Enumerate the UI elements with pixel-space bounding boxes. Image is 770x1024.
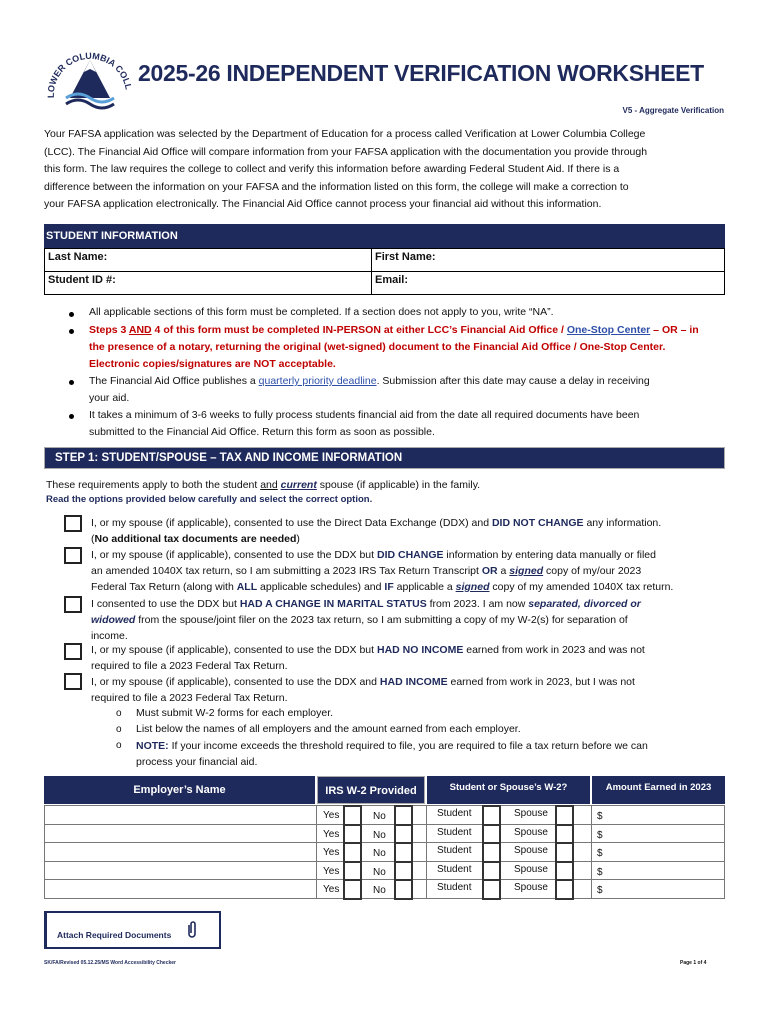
sub-bullet-marker: o — [116, 708, 122, 719]
yes-label: Yes — [323, 847, 340, 858]
w2-provided-cell — [316, 824, 427, 844]
student-info-header: STUDENT INFORMATION — [44, 224, 725, 248]
spouse-label: Spouse — [514, 826, 548, 838]
one-stop-center-link[interactable]: One-Stop Center — [566, 324, 651, 336]
student-id-label: Student ID #: — [48, 274, 116, 286]
spouse-label: Spouse — [514, 845, 548, 856]
no-checkbox[interactable] — [394, 805, 413, 826]
sub-bullet-marker: o — [116, 724, 122, 735]
bullet-4: It takes a minimum of 3-6 weeks to fully process students financial aid from the date all required documents have been submitted to the Financial Aid Office. Return this form as soon as possible. — [89, 409, 640, 438]
option-2-text: I, or my spouse (if applicable), consented to use the DDX but DID CHANGE information by entering data manually or filed an amended 1040X tax return, so I am submitting a 2023 IRS Tax Return Transcript OR a signed copy of my/our 2023 Federal Tax Return (along with ALL applicable schedules) and IF applicable a signed copy of my amended 1040X tax return. — [91, 549, 674, 593]
read-options-text: Read the options provided below carefully and select the correct option. — [46, 494, 373, 505]
bullet-2: Steps 3 AND 4 of this form must be completed IN-PERSON at either LCC’s Financial Aid Office / One-Stop Center – OR – in the presence of a notary, returning the original (wet-signed) document to the Financial Aid Office / One-Stop Center. Electronic copies/signatures are NOT acceptable. — [89, 324, 699, 370]
student-id-field[interactable] — [44, 271, 372, 295]
dollar-sign: $ — [597, 866, 603, 878]
logo-text: LOWER COLUMBIA COLL — [45, 50, 134, 99]
option-4-checkbox[interactable] — [64, 643, 82, 660]
whose-w2-cell — [426, 861, 592, 881]
employer-name-cell[interactable] — [44, 805, 317, 825]
footer-revision: SK/FA/Revised 05.12.25/MS Word Accessibility Checker — [44, 960, 177, 966]
sub-bullet-3: NOTE: If your income exceeds the threshold required to file, you are required to file a tax return before we can process your financial aid. — [136, 740, 648, 768]
no-label: No — [373, 811, 386, 822]
student-checkbox[interactable] — [482, 861, 501, 882]
college-logo — [40, 40, 136, 112]
whose-w2-cell — [426, 842, 592, 862]
page-number: Page 1 of 4 — [680, 960, 707, 966]
no-checkbox[interactable] — [394, 842, 413, 863]
no-label: No — [373, 885, 386, 896]
email-field[interactable] — [371, 271, 725, 295]
bullet-dot — [69, 329, 74, 334]
paperclip-icon — [185, 921, 199, 944]
dollar-sign: $ — [597, 848, 603, 859]
yes-label: Yes — [323, 828, 340, 840]
last-name-field[interactable] — [44, 248, 372, 272]
student-label: Student — [437, 863, 472, 875]
yes-checkbox[interactable] — [343, 879, 362, 900]
student-checkbox[interactable] — [482, 879, 501, 900]
version-label: V5 - Aggregate Verification — [622, 106, 724, 115]
whose-w2-cell — [426, 805, 592, 825]
yes-label: Yes — [323, 865, 340, 877]
sub-bullet-marker: o — [116, 740, 122, 751]
yes-checkbox[interactable] — [343, 805, 362, 826]
email-label: Email: — [375, 274, 409, 286]
employer-name-cell[interactable] — [44, 824, 317, 844]
yes-checkbox[interactable] — [343, 824, 362, 845]
w2-provided-cell — [316, 805, 427, 825]
student-checkbox[interactable] — [482, 842, 501, 863]
yes-checkbox[interactable] — [343, 842, 362, 863]
amount-cell[interactable] — [591, 842, 725, 862]
sub-bullet-1: Must submit W-2 forms for each employer. — [136, 707, 334, 719]
no-checkbox[interactable] — [394, 824, 413, 845]
attach-documents-button[interactable] — [44, 911, 221, 949]
page-title: 2025-26 INDEPENDENT VERIFICATION WORKSHEET — [138, 60, 704, 86]
amount-cell[interactable] — [591, 824, 725, 844]
option-5-text: I, or my spouse (if applicable), consented to use the DDX and HAD INCOME earned from work in 2023, but I was not required to file a 2023 Federal Tax Return. — [91, 676, 635, 704]
amount-cell[interactable] — [591, 861, 725, 881]
bullet-dot — [69, 414, 74, 419]
student-label: Student — [437, 826, 472, 838]
last-name-label: Last Name: — [48, 251, 108, 263]
student-checkbox[interactable] — [482, 805, 501, 826]
option-3-checkbox[interactable] — [64, 596, 82, 613]
bullet-dot — [69, 380, 74, 385]
no-checkbox[interactable] — [394, 861, 413, 882]
amount-cell[interactable] — [591, 879, 725, 899]
yes-checkbox[interactable] — [343, 861, 362, 882]
student-label: Student — [437, 808, 472, 819]
dollar-sign: $ — [597, 885, 603, 896]
no-checkbox[interactable] — [394, 879, 413, 900]
option-1-text: I, or my spouse (if applicable), consented to use the Direct Data Exchange (DDX) and DID NOT CHANGE any information. (No additional tax documents are needed) — [91, 517, 662, 545]
amount-header: Amount Earned in 2023 — [592, 776, 725, 804]
spouse-label: Spouse — [514, 808, 548, 819]
attach-label: Attach Required Documents — [57, 930, 172, 940]
dollar-sign: $ — [597, 811, 603, 822]
student-label: Student — [437, 882, 472, 893]
option-1-checkbox[interactable] — [64, 515, 82, 532]
option-3-text: I consented to use the DDX but HAD A CHANGE IN MARITAL STATUS from 2023. I am now separated, divorced or widowed from the spouse/joint filer on the 2023 tax return, so I am submitting a copy of my W-2(s) for separation of income. — [91, 598, 641, 642]
bullet-3: The Financial Aid Office publishes a quarterly priority deadline. Submission after this date may cause a delay in receiving your aid. — [89, 375, 650, 404]
whose-w2-cell — [426, 879, 592, 899]
employer-name-cell[interactable] — [44, 861, 317, 881]
yes-label: Yes — [323, 884, 340, 895]
spouse-checkbox[interactable] — [555, 861, 574, 882]
no-label: No — [373, 848, 386, 859]
bullet-1: All applicable sections of this form must be completed. If a section does not apply to you, write “NA”. — [89, 306, 554, 318]
first-name-label: First Name: — [375, 251, 436, 263]
w2-provided-cell — [316, 842, 427, 862]
employer-name-cell[interactable] — [44, 842, 317, 862]
employer-name-header: Employer’s Name — [44, 776, 315, 804]
intro-paragraph: Your FAFSA application was selected by the Department of Education for a process called Verification at Lower Columbia College (LCC). The Financial Aid Office will compare information from your FAFSA application with the documentation you provide through this form. The law requires the college to collect and verify this information before awarding Federal Student Aid. If there is a difference between the information on your FAFSA and the information listed on this form, the college will make a correction to your FAFSA application electronically. The Financial Aid Office cannot process your financial aid without this information. — [44, 128, 648, 210]
bullet-dot — [69, 312, 74, 317]
option-5-checkbox[interactable] — [64, 673, 82, 690]
no-label: No — [373, 866, 386, 878]
spouse-checkbox[interactable] — [555, 879, 574, 900]
priority-deadline-link[interactable]: quarterly priority deadline — [258, 375, 377, 387]
spouse-checkbox[interactable] — [555, 805, 574, 826]
whose-w2-header: Student or Spouse’s W-2? — [427, 776, 590, 804]
amount-cell[interactable] — [591, 805, 725, 825]
option-4-text: I, or my spouse (if applicable), consented to use the DDX but HAD NO INCOME earned from work in 2023 and was not required to file a 2023 Federal Tax Return. — [91, 644, 645, 672]
spouse-label: Spouse — [514, 882, 548, 893]
requirements-text: These requirements apply to both the student and current spouse (if applicable) in the family. — [46, 479, 481, 491]
employer-name-cell[interactable] — [44, 879, 317, 899]
w2-provided-cell — [316, 861, 427, 881]
dollar-sign: $ — [597, 829, 603, 841]
sub-bullet-2: List below the names of all employers and the amount earned from each employer. — [136, 723, 521, 735]
student-label: Student — [437, 845, 472, 856]
spouse-label: Spouse — [514, 863, 548, 875]
first-name-field[interactable] — [371, 248, 725, 272]
option-2-checkbox[interactable] — [64, 547, 82, 564]
w2-provided-header: IRS W-2 Provided — [317, 776, 425, 804]
w2-provided-cell — [316, 879, 427, 899]
yes-label: Yes — [323, 810, 340, 821]
spouse-checkbox[interactable] — [555, 842, 574, 863]
no-label: No — [373, 829, 386, 841]
spouse-checkbox[interactable] — [555, 824, 574, 845]
step1-header: STEP 1: STUDENT/SPOUSE – TAX AND INCOME INFORMATION — [44, 447, 725, 469]
whose-w2-cell — [426, 824, 592, 844]
student-checkbox[interactable] — [482, 824, 501, 845]
